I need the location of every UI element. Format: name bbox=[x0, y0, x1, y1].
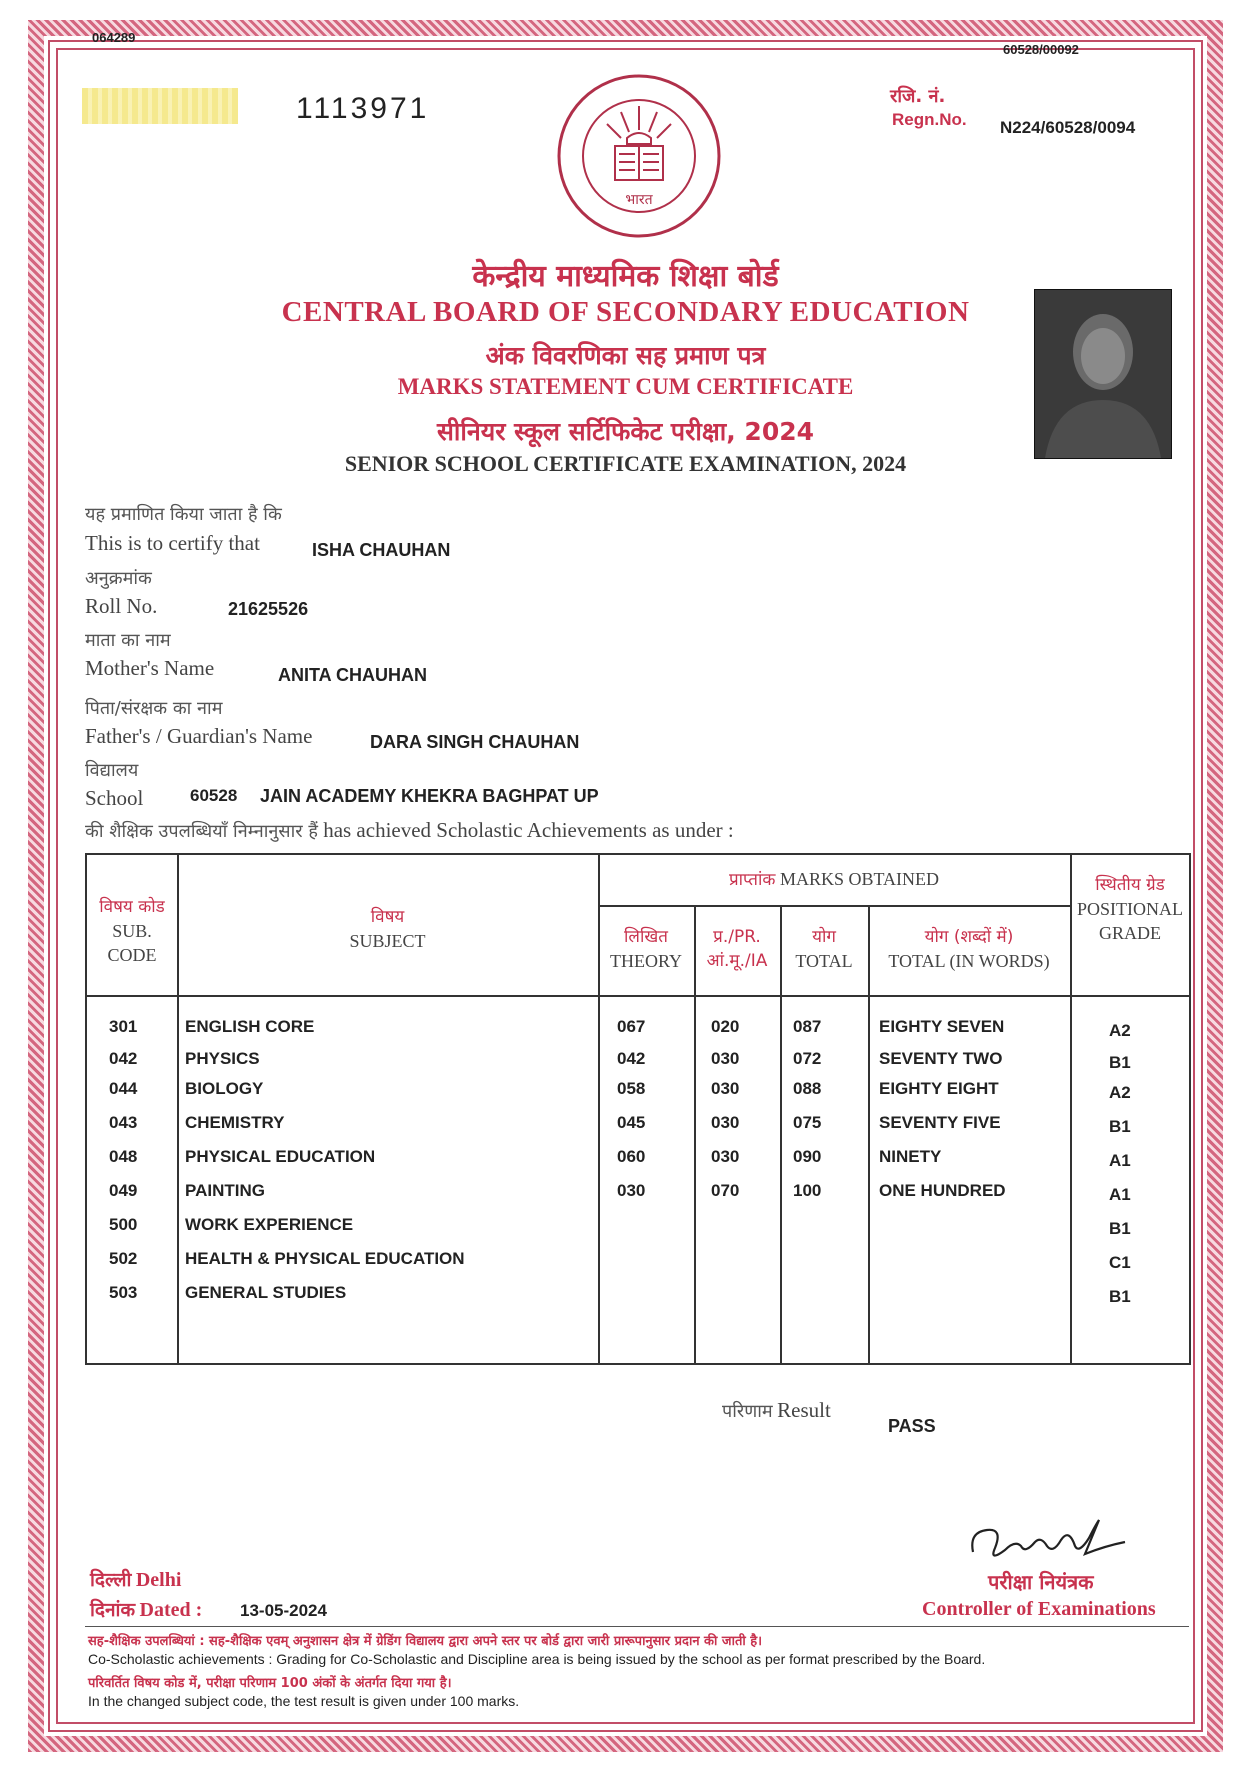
marks-head-en: MARKS OBTAINED bbox=[779, 869, 940, 889]
row-grade: B1 bbox=[1109, 1117, 1131, 1136]
row-subject: WORK EXPERIENCE bbox=[185, 1215, 354, 1234]
row-pr: 030 bbox=[711, 1147, 740, 1166]
serial-top-left: 064289 bbox=[92, 30, 136, 45]
certificate-number: 1113971 bbox=[296, 92, 430, 125]
row-subject: GENERAL STUDIES bbox=[185, 1283, 347, 1302]
regn-number: N224/60528/0094 bbox=[1000, 118, 1136, 137]
controller-title-hi: परीक्षा नियंत्रक bbox=[988, 1570, 1094, 1594]
certify-label-en: This is to certify that bbox=[85, 531, 260, 555]
row-grade: A2 bbox=[1109, 1083, 1131, 1102]
grade-head-en1: POSITIONAL bbox=[1077, 899, 1183, 919]
result-label-hi: परिणाम bbox=[722, 1401, 773, 1422]
row-words: NINETY bbox=[879, 1147, 942, 1166]
security-strip bbox=[82, 88, 238, 124]
exam-title-english: SENIOR SCHOOL CERTIFICATE EXAMINATION, 2024 bbox=[344, 451, 907, 476]
row-code: 043 bbox=[109, 1113, 138, 1132]
place-hi: दिल्ली bbox=[90, 1569, 132, 1591]
footnote-hi-1: सह-शैक्षिक उपलब्धियां : सह-शैक्षिक एवम् अनुशासन क्षेत्र में ग्रेडिंग विद्यालय द्वारा अपने स्तर पर बोर्ड द्वारा जारी प्रारूपानुसार प्रदान की जाती है। bbox=[88, 1634, 763, 1649]
pr-head-hi: प्र./PR. bbox=[713, 927, 761, 947]
total-head-hi: योग bbox=[812, 927, 836, 947]
school-name: JAIN ACADEMY KHEKRA BAGHPAT UP bbox=[260, 786, 599, 806]
row-subject: PAINTING bbox=[185, 1181, 265, 1200]
certificate-title-english: MARKS STATEMENT CUM CERTIFICATE bbox=[397, 374, 854, 399]
row-pr: 030 bbox=[711, 1113, 740, 1132]
serial-top-right: 60528/00092 bbox=[1003, 42, 1079, 57]
row-theory: 060 bbox=[617, 1147, 646, 1166]
marks-head-hi: प्राप्तांक bbox=[728, 870, 776, 890]
row-total: 075 bbox=[793, 1113, 822, 1132]
row-grade: A1 bbox=[1109, 1185, 1131, 1204]
row-total: 090 bbox=[793, 1147, 822, 1166]
row-total: 100 bbox=[793, 1181, 822, 1200]
row-pr: 030 bbox=[711, 1079, 740, 1098]
cbse-emblem-icon bbox=[555, 72, 723, 240]
row-theory: 045 bbox=[617, 1113, 646, 1132]
total-head-en: TOTAL bbox=[795, 951, 853, 971]
row-grade: A1 bbox=[1109, 1151, 1131, 1170]
row-pr: 030 bbox=[711, 1049, 740, 1068]
row-code: 502 bbox=[109, 1249, 138, 1268]
row-grade: B1 bbox=[1109, 1287, 1131, 1306]
school-code: 60528 bbox=[190, 786, 238, 805]
date-label-en: Dated : bbox=[139, 1599, 203, 1621]
issue-date: 13-05-2024 bbox=[240, 1601, 327, 1620]
father-name: DARA SINGH CHAUHAN bbox=[370, 732, 580, 752]
row-code: 049 bbox=[109, 1181, 138, 1200]
date-label bbox=[90, 1596, 202, 1622]
row-subject: ENGLISH CORE bbox=[185, 1017, 315, 1036]
place bbox=[90, 1566, 181, 1592]
footnote-en-2: In the changed subject code, the test result is given under 100 marks. bbox=[88, 1693, 520, 1709]
row-subject: PHYSICS bbox=[185, 1049, 260, 1068]
row-code: 048 bbox=[109, 1147, 138, 1166]
achieved-label-en: has achieved Scholastic Achievements as under : bbox=[323, 818, 734, 842]
row-pr: 020 bbox=[711, 1017, 740, 1036]
row-words: SEVENTY FIVE bbox=[879, 1113, 1001, 1132]
result-label bbox=[722, 1398, 831, 1423]
row-code: 500 bbox=[109, 1215, 138, 1234]
row-words: EIGHTY EIGHT bbox=[879, 1079, 999, 1098]
row-code: 301 bbox=[109, 1017, 138, 1036]
regn-label-hi: रजि. नं. bbox=[890, 86, 946, 107]
row-code: 042 bbox=[109, 1049, 138, 1068]
row-words: ONE HUNDRED bbox=[879, 1181, 1006, 1200]
row-code: 044 bbox=[109, 1079, 138, 1098]
row-pr: 070 bbox=[711, 1181, 740, 1200]
row-words: EIGHTY SEVEN bbox=[879, 1017, 1005, 1036]
row-theory: 030 bbox=[617, 1181, 646, 1200]
row-grade: A2 bbox=[1109, 1021, 1131, 1040]
mother-label-hi: माता का नाम bbox=[85, 630, 171, 651]
mother-label-en: Mother's Name bbox=[85, 656, 215, 680]
row-subject: BIOLOGY bbox=[185, 1079, 264, 1098]
school-label-hi: विद्यालय bbox=[85, 760, 139, 781]
code-head-hi: विषय कोड bbox=[99, 897, 165, 917]
row-code: 503 bbox=[109, 1283, 138, 1302]
footer-divider bbox=[85, 1626, 1189, 1627]
board-name-english: CENTRAL BOARD OF SECONDARY EDUCATION bbox=[281, 296, 970, 328]
roll-label-hi: अनुक्रमांक bbox=[85, 568, 152, 589]
exam-title-hindi: सीनियर स्कूल सर्टिफिकेट परीक्षा, 2024 bbox=[436, 417, 815, 446]
certify-label-hi: यह प्रमाणित किया जाता है कि bbox=[85, 504, 282, 525]
footnote-hi-2: परिवर्तित विषय कोड में, परीक्षा परिणाम 100 अंकों के अंतर्गत दिया गया है। bbox=[88, 1676, 452, 1691]
row-total: 087 bbox=[793, 1017, 822, 1036]
row-total: 072 bbox=[793, 1049, 822, 1068]
row-subject: CHEMISTRY bbox=[185, 1113, 285, 1132]
signature-icon bbox=[965, 1502, 1140, 1572]
pr-head-en: आं.मू./IA bbox=[706, 951, 768, 971]
regn-label-en: Regn.No. bbox=[892, 110, 967, 129]
date-label-hi: दिनांक bbox=[90, 1599, 136, 1621]
board-name-hindi: केन्द्रीय माध्यमिक शिक्षा बोर्ड bbox=[472, 259, 779, 294]
footnote-en-1: Co-Scholastic achievements : Grading for Co-Scholastic and Discipline area is being issued by the school as per format prescribed by the Board. bbox=[88, 1651, 986, 1667]
row-theory: 067 bbox=[617, 1017, 646, 1036]
roll-number: 21625526 bbox=[228, 599, 309, 619]
row-theory: 058 bbox=[617, 1079, 646, 1098]
row-subject: PHYSICAL EDUCATION bbox=[185, 1147, 376, 1166]
controller-title-en: Controller of Examinations bbox=[922, 1598, 1156, 1620]
row-theory: 042 bbox=[617, 1049, 646, 1068]
code-head-en2: CODE bbox=[107, 945, 157, 965]
student-photo bbox=[1034, 289, 1172, 459]
result-label-en: Result bbox=[777, 1398, 831, 1422]
subject-head-en: SUBJECT bbox=[349, 931, 426, 951]
father-label-en: Father's / Guardian's Name bbox=[85, 724, 313, 748]
theory-head-hi: लिखित bbox=[624, 927, 668, 947]
subject-head-hi: विषय bbox=[370, 907, 405, 927]
certificate-title-hindi: अंक विवरणिका सह प्रमाण पत्र bbox=[485, 341, 766, 370]
school-label-en: School bbox=[85, 786, 144, 810]
grade-head-hi: स्थितीय ग्रेड bbox=[1095, 875, 1165, 895]
row-grade: C1 bbox=[1109, 1253, 1131, 1272]
achieved-label-hi: की शैक्षिक उपलब्धियाँ निम्नानुसार हैं bbox=[85, 821, 318, 842]
theory-head-en: THEORY bbox=[610, 951, 682, 971]
student-name: ISHA CHAUHAN bbox=[312, 540, 451, 560]
row-subject: HEALTH & PHYSICAL EDUCATION bbox=[185, 1249, 465, 1268]
row-total: 088 bbox=[793, 1079, 822, 1098]
code-head-en1: SUB. bbox=[112, 921, 152, 941]
row-grade: B1 bbox=[1109, 1219, 1131, 1238]
place-en: Delhi bbox=[135, 1569, 182, 1591]
words-head-en: TOTAL (IN WORDS) bbox=[888, 951, 1050, 971]
grade-head-en2: GRADE bbox=[1099, 923, 1161, 943]
emblem-text: भारत bbox=[625, 192, 653, 208]
roll-label-en: Roll No. bbox=[85, 594, 158, 618]
row-words: SEVENTY TWO bbox=[879, 1049, 1003, 1068]
mother-name: ANITA CHAUHAN bbox=[278, 665, 427, 685]
achievement-statement bbox=[85, 818, 734, 843]
result-value: PASS bbox=[888, 1416, 936, 1436]
words-head-hi: योग (शब्दों में) bbox=[924, 927, 1014, 947]
father-label-hi: पिता/संरक्षक का नाम bbox=[85, 698, 223, 719]
marks-table bbox=[85, 853, 1191, 1365]
row-grade: B1 bbox=[1109, 1053, 1131, 1072]
